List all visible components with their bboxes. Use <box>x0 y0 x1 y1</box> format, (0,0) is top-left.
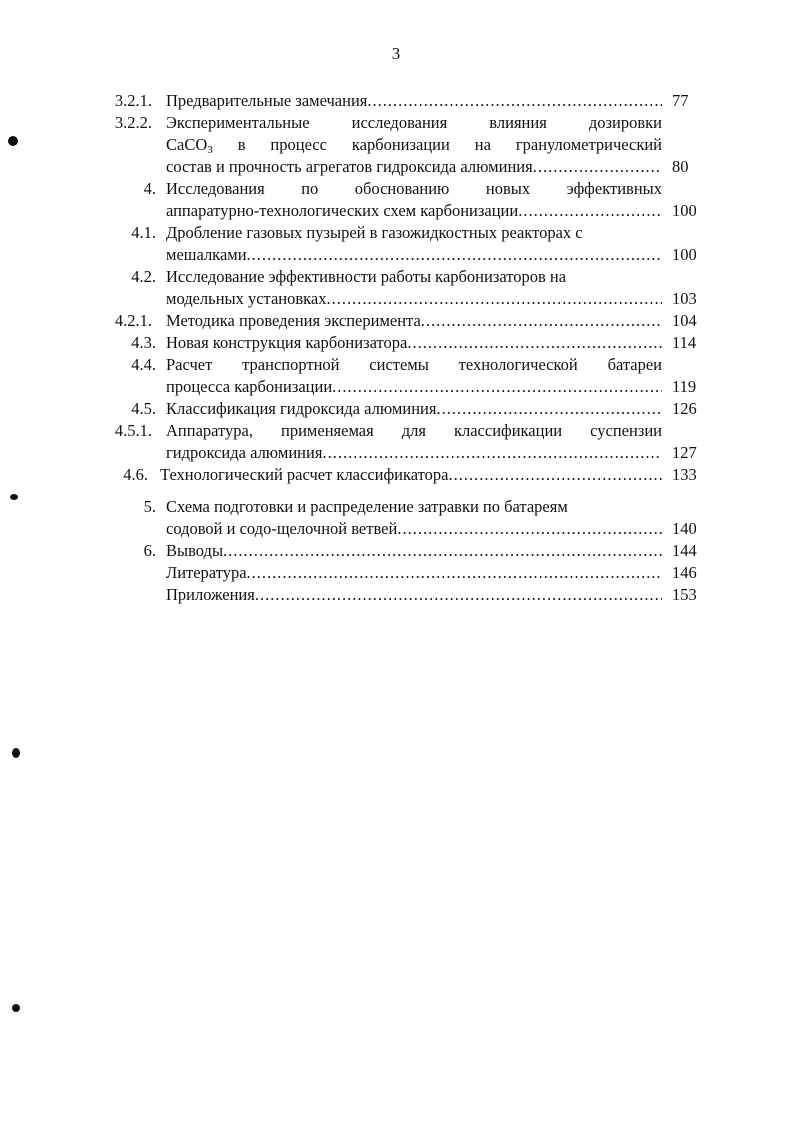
section-number: 4.2. <box>131 267 156 286</box>
scan-mark <box>12 748 20 758</box>
section-number: 4.1. <box>131 223 156 242</box>
section-number: 3.2.2. <box>114 113 152 132</box>
section-title: Расчет транспортной системы технологической батареи процесса карбонизации ..... <box>166 354 662 398</box>
toc-entry[interactable] <box>0 464 792 486</box>
toc-entry[interactable] <box>0 178 792 222</box>
section-number: 3.2.1. <box>114 91 152 110</box>
page-ref: 114 <box>672 333 697 352</box>
section-title: Предварительные замечания ..... <box>166 90 662 112</box>
page-ref: 146 <box>672 563 697 582</box>
section-number: 4.6. <box>123 465 148 484</box>
page-ref: 100 <box>672 201 697 220</box>
page-ref: 104 <box>672 311 697 330</box>
page-ref: 100 <box>672 245 697 264</box>
toc-entry[interactable] <box>0 310 792 332</box>
section-number: 6. <box>143 541 156 560</box>
section-number: 4.2.1. <box>114 311 152 330</box>
section-number: 5. <box>143 497 156 516</box>
section-title: Приложения ..... <box>166 584 662 606</box>
page-ref: 133 <box>672 465 697 484</box>
toc-entry[interactable] <box>0 398 792 420</box>
section-title: Выводы ..... <box>166 540 662 562</box>
section-title: Дробление газовых пузырей в газожидкостных реакторах с мешалками ..... <box>166 222 662 266</box>
scan-mark <box>12 1004 20 1012</box>
toc-entry[interactable] <box>0 540 792 562</box>
toc-entry[interactable] <box>0 266 792 310</box>
page-ref: 153 <box>672 585 697 604</box>
toc-entry[interactable] <box>0 90 792 112</box>
page-ref: 126 <box>672 399 697 418</box>
page-number: 3 <box>391 44 401 63</box>
section-number: 4.5. <box>131 399 156 418</box>
section-number: 4.4. <box>131 355 156 374</box>
toc-entry[interactable] <box>0 222 792 266</box>
section-title: Экспериментальные исследования влияния дозировки CaCO$_3$ в процесс карбонизации на гранулометрический состав и прочность агрегатов гидроксида алюминия ..... <box>166 112 662 178</box>
page-ref: 77 <box>672 91 689 110</box>
toc-entry[interactable] <box>0 332 792 354</box>
section-title: Технологический расчет классификатора ..... <box>160 464 662 486</box>
toc-entry[interactable] <box>0 354 792 398</box>
page-ref: 127 <box>672 443 697 462</box>
page-ref: 140 <box>672 519 697 538</box>
section-title: Исследования по обоснованию новых эффективных аппаратурно-технологических схем карбонизации ..... <box>166 178 662 222</box>
page-ref: 80 <box>672 157 689 176</box>
section-title: Методика проведения эксперимента ..... <box>166 310 662 332</box>
section-title: Новая конструкция карбонизатора ..... <box>166 332 662 354</box>
section-number: 4. <box>143 179 156 198</box>
toc-entry[interactable] <box>0 420 792 464</box>
section-number: 4.5.1. <box>114 421 152 440</box>
section-title: Схема подготовки и распределение затравки по батареям содовой и содо-щелочной ветвей ..... <box>166 496 662 540</box>
section-number: 4.3. <box>131 333 156 352</box>
section-title: Литература ..... <box>166 562 662 584</box>
toc-entry[interactable] <box>0 496 792 540</box>
toc-entry[interactable] <box>0 562 792 584</box>
section-title: Аппаратура, применяемая для классификации суспензии гидроксида алюминия ..... <box>166 420 662 464</box>
page-ref: 144 <box>672 541 697 560</box>
page-ref: 119 <box>672 377 697 396</box>
section-title: Исследование эффективности работы карбонизаторов на модельных установках ..... <box>166 266 662 310</box>
section-title: Классификация гидроксида алюминия ..... <box>166 398 662 420</box>
page-ref: 103 <box>672 289 697 308</box>
toc-entry[interactable] <box>0 584 792 606</box>
toc-entry[interactable] <box>0 112 792 178</box>
